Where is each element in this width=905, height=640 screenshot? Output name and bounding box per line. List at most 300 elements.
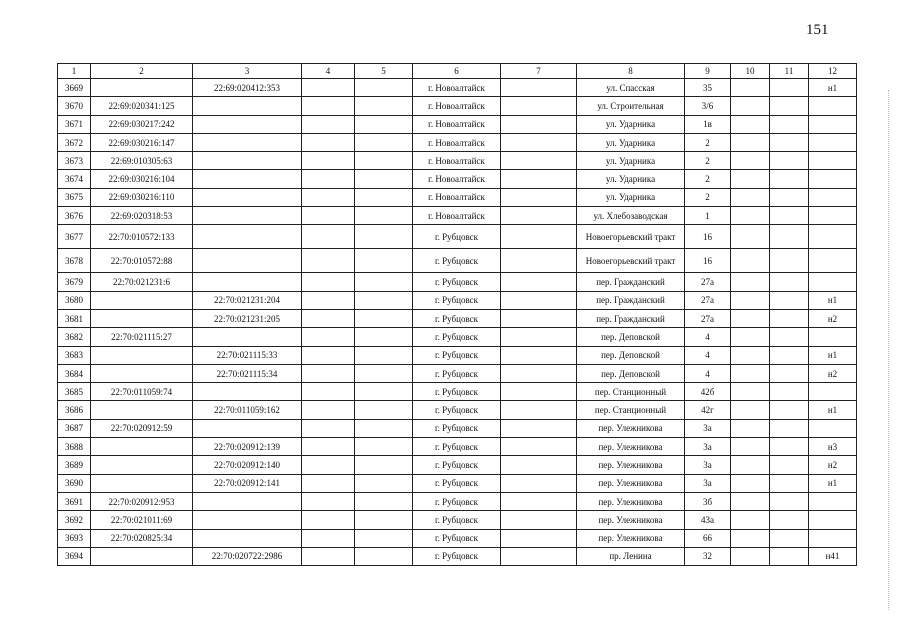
table-cell-col-8: пер. Улежникова	[577, 511, 685, 529]
column-header-5: 5	[355, 64, 413, 79]
table-cell-col-11	[770, 273, 809, 291]
table-cell-col-11	[770, 225, 809, 249]
table-cell-col-6: г. Рубцовск	[413, 511, 501, 529]
table-row	[58, 170, 857, 188]
table-cell-col-8: пер. Улежникова	[577, 529, 685, 547]
table-cell-col-10	[731, 207, 770, 225]
column-header-10: 10	[731, 64, 770, 79]
table-cell-col-6: г. Рубцовск	[413, 328, 501, 346]
column-header-8: 8	[577, 64, 685, 79]
table-cell-col-2: 22:69:010305:63	[91, 152, 193, 170]
table-cell-col-4	[302, 419, 355, 437]
table-cell-col-3	[193, 133, 302, 151]
table-cell-col-7	[501, 383, 577, 401]
table-cell-col-5	[355, 419, 413, 437]
table-cell-col-5	[355, 474, 413, 492]
table-cell-col-5	[355, 309, 413, 327]
table-cell-col-11	[770, 364, 809, 382]
scan-edge-marks	[888, 90, 890, 610]
table-cell-col-8: ул. Ударника	[577, 133, 685, 151]
table-row	[58, 346, 857, 364]
table-cell-col-9: 2	[685, 133, 731, 151]
table-cell-col-10	[731, 529, 770, 547]
table-cell-col-11	[770, 291, 809, 309]
table-cell-col-11	[770, 152, 809, 170]
table-cell-col-9: 35	[685, 79, 731, 97]
table-cell-col-10	[731, 170, 770, 188]
table-cell-col-2	[91, 438, 193, 456]
table-cell-col-4	[302, 170, 355, 188]
table-cell-col-4	[302, 383, 355, 401]
table-cell-col-8: пер. Улежникова	[577, 474, 685, 492]
table-cell-col-7	[501, 438, 577, 456]
page-number: 151	[806, 22, 829, 38]
table-cell-col-11	[770, 474, 809, 492]
table-cell-col-12	[809, 97, 857, 115]
table-row	[58, 328, 857, 346]
table-cell-col-3: 22:70:011059:162	[193, 401, 302, 419]
table-cell-col-12: н2	[809, 309, 857, 327]
table-cell-col-8: пер. Деповской	[577, 364, 685, 382]
table-row	[58, 492, 857, 510]
table-cell-col-4	[302, 364, 355, 382]
column-header-1: 1	[58, 64, 91, 79]
table-cell-col-9: 43а	[685, 511, 731, 529]
table-cell-col-5	[355, 152, 413, 170]
table-cell-col-1: 3680	[58, 291, 91, 309]
table-cell-col-9: 2	[685, 170, 731, 188]
table-cell-col-12	[809, 249, 857, 273]
table-cell-col-7	[501, 492, 577, 510]
table-cell-col-6: г. Рубцовск	[413, 401, 501, 419]
table-cell-col-11	[770, 79, 809, 97]
table-cell-col-5	[355, 79, 413, 97]
table-cell-col-4	[302, 152, 355, 170]
table-cell-col-4	[302, 115, 355, 133]
table-cell-col-2: 22:69:020341:125	[91, 97, 193, 115]
table-cell-col-2	[91, 474, 193, 492]
table-cell-col-1: 3678	[58, 249, 91, 273]
table-cell-col-6: г. Новоалтайск	[413, 79, 501, 97]
table-cell-col-3: 22:70:021231:204	[193, 291, 302, 309]
table-cell-col-3: 22:70:020722:2986	[193, 547, 302, 565]
table-row	[58, 152, 857, 170]
table-cell-col-7	[501, 225, 577, 249]
table-cell-col-8: Новоегорьевский тракт	[577, 249, 685, 273]
table-cell-col-7	[501, 273, 577, 291]
table-cell-col-12	[809, 188, 857, 206]
table-cell-col-4	[302, 207, 355, 225]
table-cell-col-2: 22:70:011059:74	[91, 383, 193, 401]
table-cell-col-9: 2	[685, 188, 731, 206]
table-cell-col-9: 3а	[685, 419, 731, 437]
table-cell-col-2: 22:69:020318:53	[91, 207, 193, 225]
table-cell-col-8: пер. Деповской	[577, 346, 685, 364]
table-cell-col-12: н1	[809, 474, 857, 492]
table-cell-col-3: 22:70:021231:205	[193, 309, 302, 327]
table-cell-col-10	[731, 115, 770, 133]
table-cell-col-5	[355, 225, 413, 249]
table-cell-col-6: г. Рубцовск	[413, 291, 501, 309]
table-cell-col-3: 22:70:021115:34	[193, 364, 302, 382]
table-cell-col-2: 22:69:030216:110	[91, 188, 193, 206]
table-cell-col-7	[501, 188, 577, 206]
table-cell-col-12	[809, 115, 857, 133]
table-cell-col-3: 22:70:020912:139	[193, 438, 302, 456]
table-cell-col-8: пер. Улежникова	[577, 492, 685, 510]
table-cell-col-5	[355, 511, 413, 529]
table-cell-col-4	[302, 273, 355, 291]
table-row	[58, 529, 857, 547]
table-row	[58, 225, 857, 249]
table-cell-col-2	[91, 309, 193, 327]
table-cell-col-9: 42г	[685, 401, 731, 419]
table-cell-col-6: г. Рубцовск	[413, 438, 501, 456]
table-cell-col-1: 3673	[58, 152, 91, 170]
table-cell-col-6: г. Новоалтайск	[413, 207, 501, 225]
table-cell-col-5	[355, 207, 413, 225]
table-cell-col-1: 3690	[58, 474, 91, 492]
table-cell-col-1: 3693	[58, 529, 91, 547]
table-cell-col-1: 3685	[58, 383, 91, 401]
table-row	[58, 511, 857, 529]
table-cell-col-3	[193, 529, 302, 547]
header-row	[58, 64, 857, 79]
table-cell-col-4	[302, 456, 355, 474]
table-cell-col-1: 3679	[58, 273, 91, 291]
table-cell-col-7	[501, 170, 577, 188]
table-cell-col-3	[193, 225, 302, 249]
table-cell-col-9: 1	[685, 207, 731, 225]
table-cell-col-3	[193, 97, 302, 115]
table-row	[58, 115, 857, 133]
table-cell-col-12: н1	[809, 291, 857, 309]
table-cell-col-6: г. Рубцовск	[413, 309, 501, 327]
table-cell-col-6: г. Рубцовск	[413, 419, 501, 437]
table-cell-col-7	[501, 456, 577, 474]
table-cell-col-6: г. Рубцовск	[413, 273, 501, 291]
table-cell-col-8: пер. Станционный	[577, 401, 685, 419]
table-cell-col-1: 3676	[58, 207, 91, 225]
table-cell-col-12	[809, 529, 857, 547]
table-cell-col-3	[193, 273, 302, 291]
table-cell-col-11	[770, 419, 809, 437]
table-cell-col-2: 22:69:030216:147	[91, 133, 193, 151]
table-cell-col-5	[355, 547, 413, 565]
table-cell-col-2	[91, 364, 193, 382]
column-header-4: 4	[302, 64, 355, 79]
table-row	[58, 419, 857, 437]
table-cell-col-2: 22:70:021231:6	[91, 273, 193, 291]
table-cell-col-8: пер. Деповской	[577, 328, 685, 346]
table-cell-col-4	[302, 309, 355, 327]
table-cell-col-6: г. Рубцовск	[413, 474, 501, 492]
table-cell-col-3	[193, 115, 302, 133]
table-row	[58, 188, 857, 206]
table-cell-col-1: 3684	[58, 364, 91, 382]
table-cell-col-1: 3687	[58, 419, 91, 437]
table-cell-col-6: г. Новоалтайск	[413, 97, 501, 115]
table-cell-col-7	[501, 291, 577, 309]
table-cell-col-2	[91, 291, 193, 309]
table-cell-col-10	[731, 309, 770, 327]
table-cell-col-12	[809, 328, 857, 346]
table-cell-col-10	[731, 456, 770, 474]
table-cell-col-4	[302, 438, 355, 456]
table-cell-col-1: 3683	[58, 346, 91, 364]
table-cell-col-1: 3675	[58, 188, 91, 206]
table-cell-col-3: 22:70:021115:33	[193, 346, 302, 364]
table-cell-col-7	[501, 309, 577, 327]
table-cell-col-1: 3691	[58, 492, 91, 510]
table-cell-col-8: ул. Спасская	[577, 79, 685, 97]
table-cell-col-10	[731, 492, 770, 510]
table-cell-col-8: ул. Ударника	[577, 188, 685, 206]
table-cell-col-5	[355, 328, 413, 346]
table-cell-col-4	[302, 291, 355, 309]
table-cell-col-4	[302, 225, 355, 249]
table-cell-col-7	[501, 474, 577, 492]
table-cell-col-2	[91, 456, 193, 474]
table-cell-col-5	[355, 364, 413, 382]
column-header-11: 11	[770, 64, 809, 79]
table-cell-col-2: 22:70:020912:59	[91, 419, 193, 437]
table-cell-col-9: 2	[685, 152, 731, 170]
table-cell-col-6: г. Рубцовск	[413, 249, 501, 273]
table-cell-col-4	[302, 474, 355, 492]
table-row	[58, 547, 857, 565]
table-row	[58, 207, 857, 225]
table-cell-col-10	[731, 152, 770, 170]
table-cell-col-12: н41	[809, 547, 857, 565]
table-cell-col-5	[355, 492, 413, 510]
table-cell-col-9: 4	[685, 364, 731, 382]
table-cell-col-2: 22:70:021011:69	[91, 511, 193, 529]
table-row	[58, 97, 857, 115]
table-cell-col-5	[355, 456, 413, 474]
table-cell-col-11	[770, 383, 809, 401]
table-cell-col-7	[501, 207, 577, 225]
table-cell-col-4	[302, 249, 355, 273]
table-cell-col-7	[501, 249, 577, 273]
table-row	[58, 249, 857, 273]
table-cell-col-12	[809, 133, 857, 151]
table-cell-col-6: г. Рубцовск	[413, 383, 501, 401]
table-cell-col-7	[501, 97, 577, 115]
table-cell-col-10	[731, 474, 770, 492]
table-cell-col-3	[193, 419, 302, 437]
table-cell-col-10	[731, 547, 770, 565]
property-table	[57, 63, 857, 566]
table-cell-col-3	[193, 383, 302, 401]
table-row	[58, 401, 857, 419]
table-cell-col-6: г. Рубцовск	[413, 225, 501, 249]
table-cell-col-5	[355, 291, 413, 309]
table-cell-col-1: 3689	[58, 456, 91, 474]
table-cell-col-8: ул. Ударника	[577, 115, 685, 133]
table-cell-col-4	[302, 133, 355, 151]
table-row	[58, 133, 857, 151]
table-cell-col-4	[302, 188, 355, 206]
table-cell-col-10	[731, 438, 770, 456]
table-cell-col-5	[355, 346, 413, 364]
table-cell-col-8: пер. Гражданский	[577, 309, 685, 327]
table-cell-col-10	[731, 225, 770, 249]
table-cell-col-8: пер. Улежникова	[577, 438, 685, 456]
table-cell-col-2: 22:70:021115:27	[91, 328, 193, 346]
table-cell-col-5	[355, 401, 413, 419]
table-cell-col-4	[302, 529, 355, 547]
table-cell-col-7	[501, 364, 577, 382]
table-cell-col-7	[501, 79, 577, 97]
table-cell-col-1: 3681	[58, 309, 91, 327]
table-cell-col-12: н1	[809, 79, 857, 97]
table-cell-col-10	[731, 133, 770, 151]
table-cell-col-5	[355, 383, 413, 401]
table-cell-col-12	[809, 170, 857, 188]
table-cell-col-1: 3692	[58, 511, 91, 529]
table-cell-col-3	[193, 207, 302, 225]
column-header-3: 3	[193, 64, 302, 79]
column-header-9: 9	[685, 64, 731, 79]
table-cell-col-5	[355, 97, 413, 115]
table-cell-col-12	[809, 511, 857, 529]
table-cell-col-7	[501, 133, 577, 151]
column-header-12: 12	[809, 64, 857, 79]
table-cell-col-12	[809, 152, 857, 170]
table-cell-col-3: 22:69:020412:353	[193, 79, 302, 97]
table-row	[58, 456, 857, 474]
table-cell-col-7	[501, 419, 577, 437]
table-cell-col-11	[770, 309, 809, 327]
table-cell-col-3	[193, 170, 302, 188]
table-cell-col-2: 22:69:030216:104	[91, 170, 193, 188]
table-cell-col-10	[731, 273, 770, 291]
table-cell-col-6: г. Новоалтайск	[413, 115, 501, 133]
table-cell-col-5	[355, 438, 413, 456]
table-cell-col-2	[91, 79, 193, 97]
table-cell-col-4	[302, 547, 355, 565]
table-cell-col-11	[770, 188, 809, 206]
table-cell-col-12	[809, 492, 857, 510]
table-cell-col-9: 4	[685, 328, 731, 346]
table-cell-col-9: 27а	[685, 291, 731, 309]
table-cell-col-12: н2	[809, 456, 857, 474]
table-cell-col-8: пер. Улежникова	[577, 419, 685, 437]
table-cell-col-8: ул. Ударника	[577, 152, 685, 170]
table-cell-col-9: 3а	[685, 456, 731, 474]
table-cell-col-6: г. Рубцовск	[413, 492, 501, 510]
table-cell-col-7	[501, 547, 577, 565]
table-cell-col-4	[302, 511, 355, 529]
table-cell-col-6: г. Рубцовск	[413, 456, 501, 474]
column-header-2: 2	[91, 64, 193, 79]
table-row	[58, 273, 857, 291]
table-cell-col-11	[770, 249, 809, 273]
table-cell-col-12	[809, 225, 857, 249]
table-cell-col-9: 1в	[685, 115, 731, 133]
table-cell-col-3	[193, 328, 302, 346]
table-body	[58, 79, 857, 566]
table-cell-col-1: 3671	[58, 115, 91, 133]
table-cell-col-3: 22:70:020912:141	[193, 474, 302, 492]
table-cell-col-1: 3672	[58, 133, 91, 151]
table-row	[58, 474, 857, 492]
table-row	[58, 79, 857, 97]
table-row	[58, 383, 857, 401]
table-cell-col-6: г. Новоалтайск	[413, 170, 501, 188]
table-cell-col-11	[770, 97, 809, 115]
table-cell-col-12: н1	[809, 346, 857, 364]
table-cell-col-6: г. Новоалтайск	[413, 133, 501, 151]
table-cell-col-10	[731, 291, 770, 309]
table-cell-col-10	[731, 188, 770, 206]
table-cell-col-10	[731, 97, 770, 115]
table-cell-col-3	[193, 249, 302, 273]
table-cell-col-6: г. Рубцовск	[413, 529, 501, 547]
table-cell-col-10	[731, 419, 770, 437]
table-cell-col-8: ул. Строительная	[577, 97, 685, 115]
table-cell-col-3	[193, 492, 302, 510]
table-cell-col-10	[731, 346, 770, 364]
table-cell-col-5	[355, 529, 413, 547]
table-cell-col-10	[731, 511, 770, 529]
table-cell-col-9: 66	[685, 529, 731, 547]
table-cell-col-11	[770, 207, 809, 225]
table-cell-col-9: 4	[685, 346, 731, 364]
table-cell-col-5	[355, 273, 413, 291]
table-cell-col-9: 3а	[685, 438, 731, 456]
table-cell-col-11	[770, 492, 809, 510]
table-row	[58, 291, 857, 309]
table-cell-col-3	[193, 152, 302, 170]
table-cell-col-11	[770, 529, 809, 547]
table-cell-col-7	[501, 152, 577, 170]
table-cell-col-2: 22:70:020825:34	[91, 529, 193, 547]
table-cell-col-3	[193, 511, 302, 529]
table-row	[58, 364, 857, 382]
table-cell-col-11	[770, 547, 809, 565]
table-cell-col-11	[770, 346, 809, 364]
table-cell-col-5	[355, 133, 413, 151]
table-cell-col-12	[809, 273, 857, 291]
table-cell-col-1: 3670	[58, 97, 91, 115]
table-cell-col-8: пр. Ленина	[577, 547, 685, 565]
table-cell-col-8: ул. Хлебозаводская	[577, 207, 685, 225]
table-cell-col-6: г. Новоалтайск	[413, 152, 501, 170]
table-row	[58, 309, 857, 327]
table-cell-col-12	[809, 419, 857, 437]
table-cell-col-11	[770, 511, 809, 529]
table-cell-col-12: н3	[809, 438, 857, 456]
table-cell-col-2: 22:70:010572:88	[91, 249, 193, 273]
table-cell-col-9: 16	[685, 225, 731, 249]
table-cell-col-9: 27а	[685, 309, 731, 327]
table-cell-col-7	[501, 529, 577, 547]
table-cell-col-10	[731, 79, 770, 97]
table-cell-col-11	[770, 170, 809, 188]
table-cell-col-4	[302, 492, 355, 510]
table-cell-col-11	[770, 401, 809, 419]
table-cell-col-6: г. Новоалтайск	[413, 188, 501, 206]
table-cell-col-2	[91, 346, 193, 364]
table-cell-col-9: 3б	[685, 492, 731, 510]
table-cell-col-10	[731, 364, 770, 382]
table-cell-col-12	[809, 383, 857, 401]
table-cell-col-11	[770, 115, 809, 133]
table-cell-col-6: г. Рубцовск	[413, 547, 501, 565]
table-cell-col-2: 22:70:020912:953	[91, 492, 193, 510]
